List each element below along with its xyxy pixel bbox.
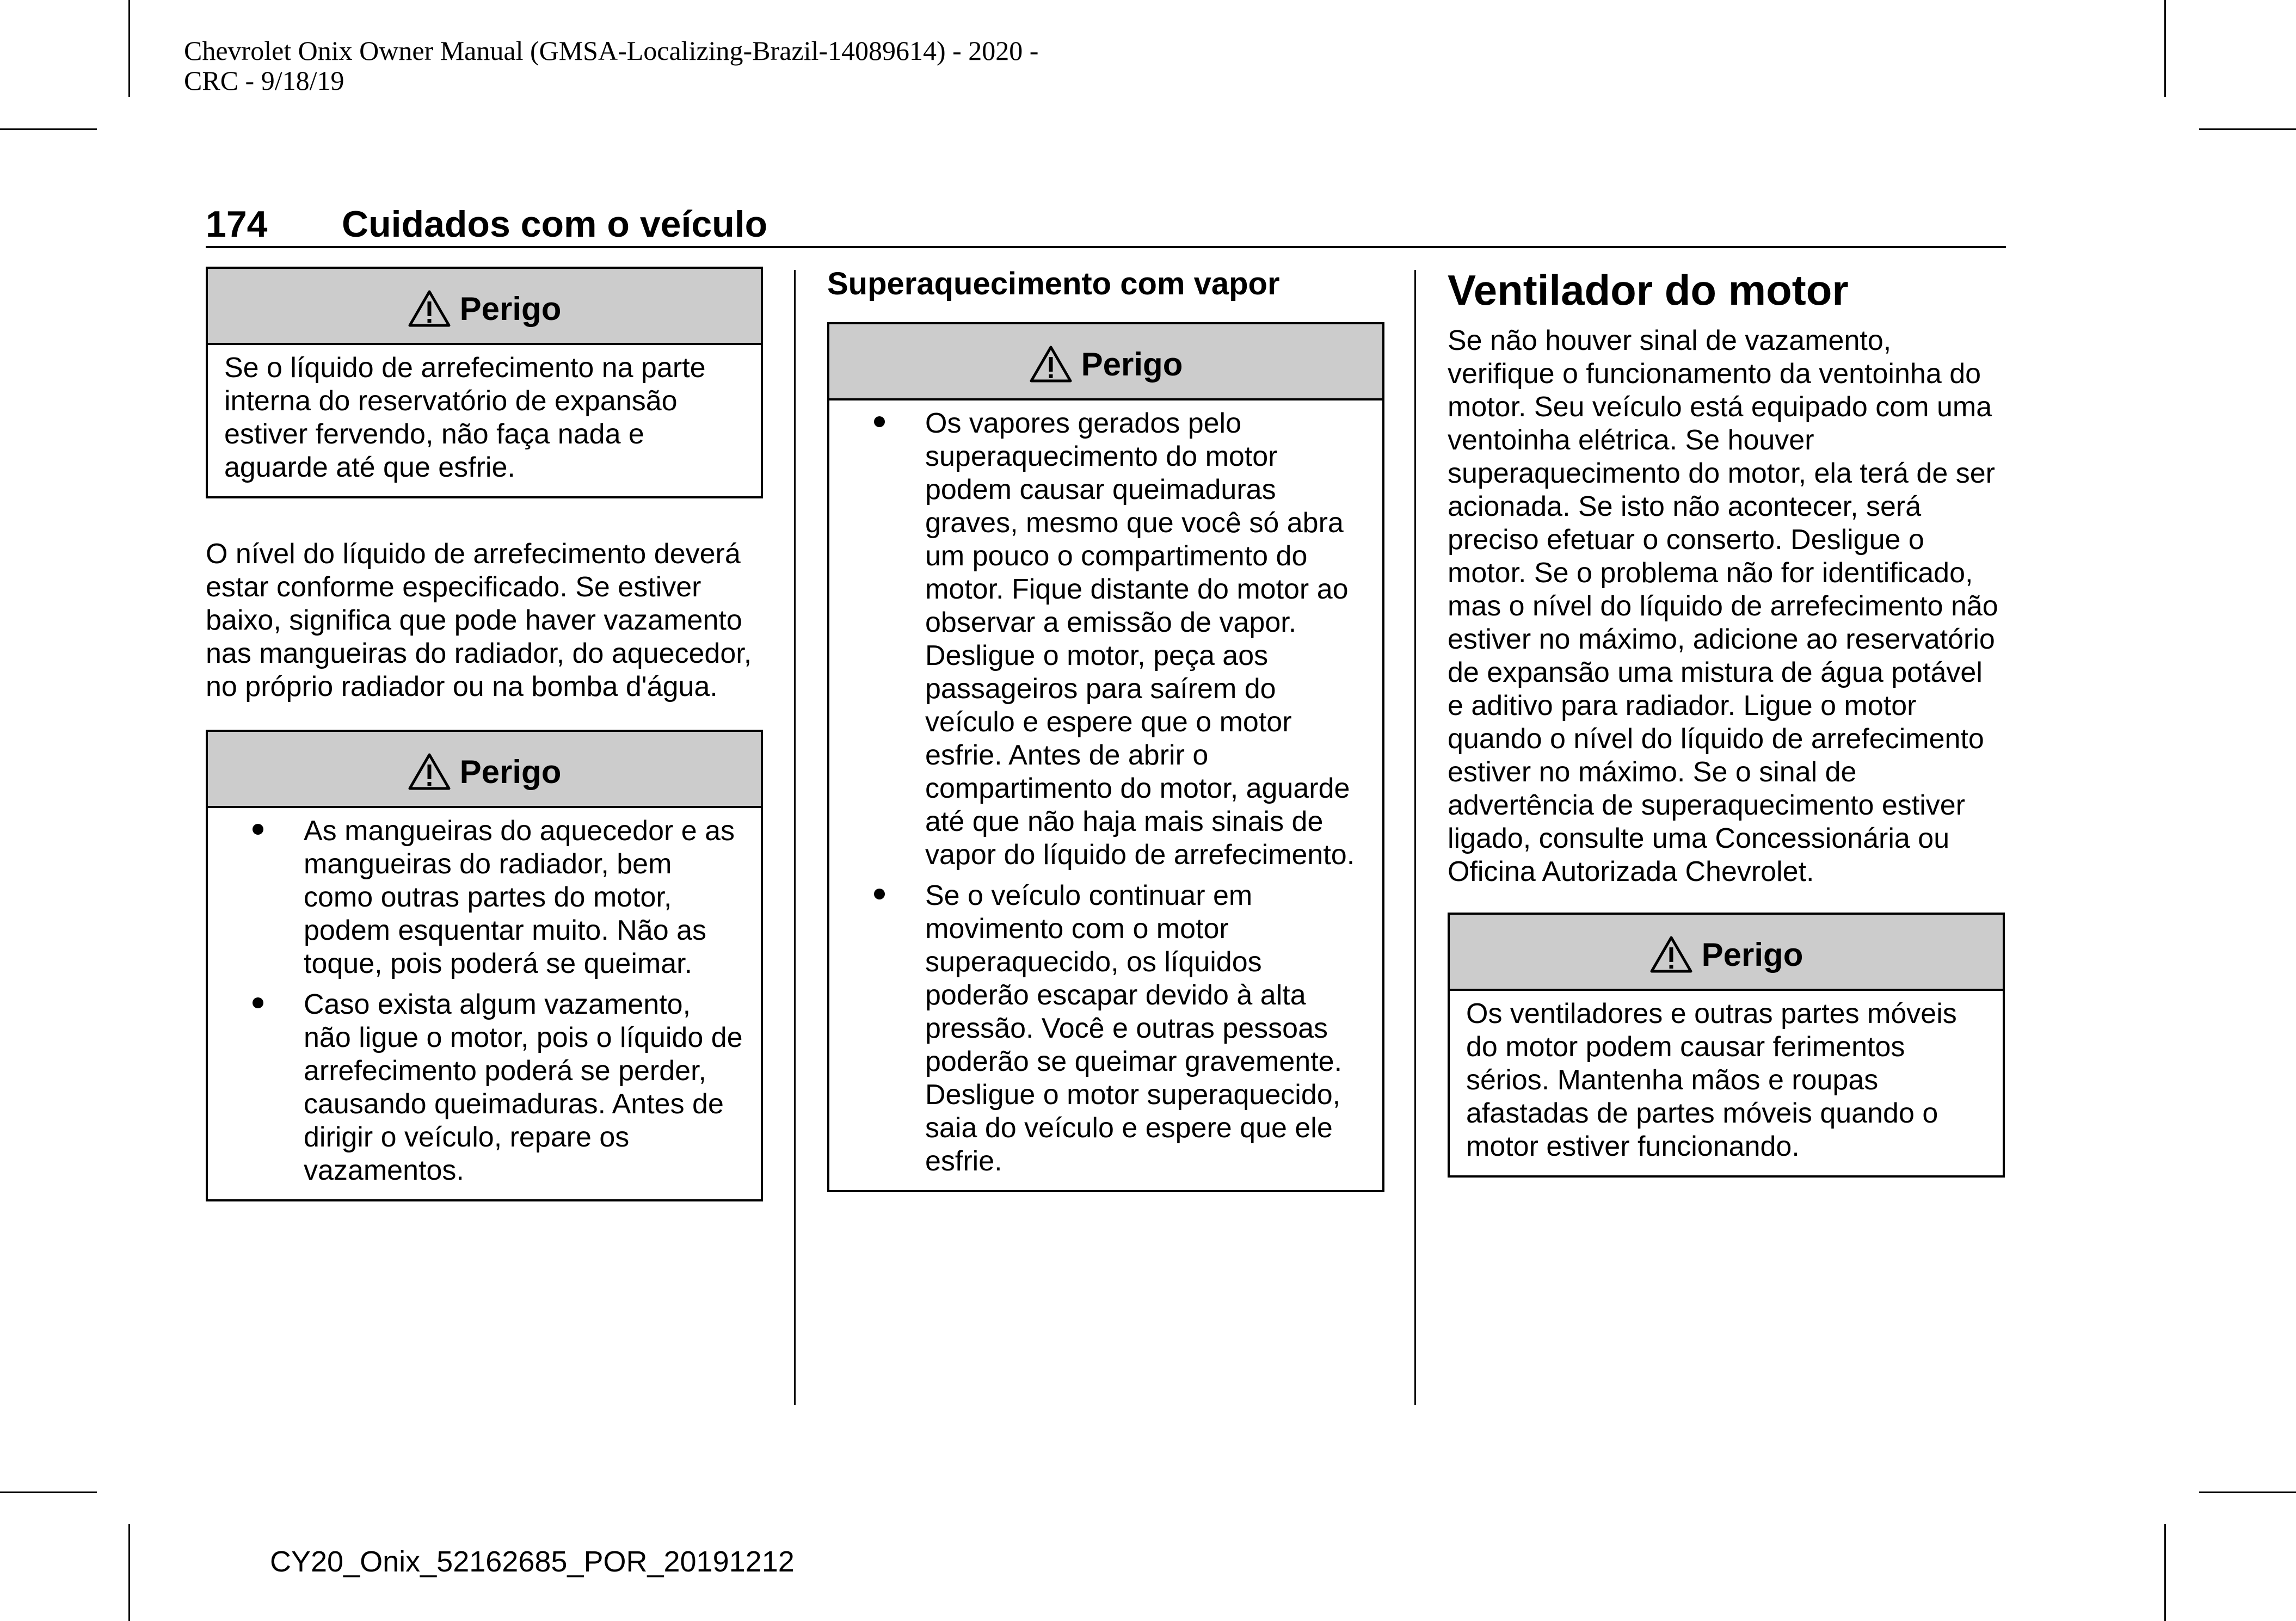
crop-mark bbox=[2164, 0, 2166, 97]
warning-title: Perigo bbox=[459, 753, 562, 790]
warning-body bbox=[829, 400, 1382, 1190]
warning-header bbox=[208, 269, 761, 345]
section-heading: Ventilador do motor bbox=[1448, 266, 1849, 314]
warning-box bbox=[827, 322, 1384, 1192]
warning-box bbox=[206, 267, 763, 498]
list-item-text: Caso exista algum vazamento, não ligue o motor, pois o líquido de arrefecimento poderá se perder, causando queimaduras. Antes de dirigir o veículo, repare os vazamentos. bbox=[304, 989, 743, 1186]
column-1 bbox=[206, 267, 763, 1201]
document-footer-code: CY20_Onix_52162685_POR_20191212 bbox=[270, 1545, 795, 1578]
warning-bullet-list bbox=[846, 407, 1366, 1178]
warning-triangle-icon bbox=[1029, 345, 1073, 383]
document-header bbox=[184, 36, 1218, 96]
column-3 bbox=[1448, 267, 2005, 1178]
warning-box bbox=[206, 730, 763, 1201]
warning-body bbox=[208, 808, 761, 1199]
subheading: Superaquecimento com vapor bbox=[827, 266, 1280, 301]
warning-triangle-icon bbox=[408, 753, 451, 791]
warning-header bbox=[1450, 915, 2003, 991]
list-item-text: Se o veículo continuar em movimento com o motor superaquecido, os líquidos poderão escapar devido à alta pressão. Você e outras pessoas poderão se queimar gravemente. Desligue o motor superaquecido, saia do veículo e espere que ele esfrie. bbox=[925, 880, 1343, 1177]
list-item bbox=[846, 879, 1366, 1178]
column-divider bbox=[1414, 270, 1416, 1405]
list-item bbox=[224, 815, 744, 981]
crop-mark bbox=[2199, 1491, 2296, 1493]
crop-mark bbox=[0, 1491, 97, 1493]
coolant-level-paragraph: O nível do líquido de arrefecimento deverá estar conforme especificado. Se estiver baixo, significa que pode haver vazamento nas mangueiras do radiador, do aquecedor, no próprio radiador ou na bomba d'água. bbox=[206, 538, 752, 702]
crop-mark bbox=[0, 128, 97, 130]
section-title: Cuidados com o veículo bbox=[342, 204, 768, 245]
page-number: 174 bbox=[206, 204, 268, 245]
column-divider bbox=[794, 270, 796, 1405]
page-heading bbox=[206, 202, 2006, 248]
warning-body bbox=[208, 345, 761, 496]
list-item bbox=[846, 407, 1366, 872]
document-header-line2: CRC - 9/18/19 bbox=[184, 65, 344, 96]
warning-box bbox=[1448, 913, 2005, 1178]
crop-mark bbox=[2199, 128, 2296, 130]
list-item-text: As mangueiras do aquecedor e as mangueiras do radiador, bem como outras partes do motor, podem esquentar muito. Não as toque, pois poderá se queimar. bbox=[304, 815, 735, 979]
warning-header bbox=[829, 324, 1382, 400]
warning-bullet-list bbox=[224, 815, 744, 1187]
engine-fan-paragraph: Se não houver sinal de vazamento, verifique o funcionamento da ventoinha do motor. Seu veículo está equipado com uma ventoinha elétrica. Se houver superaquecimento do motor, ela terá de ser acionada. Se isto não acontecer, será preciso efetuar o conserto. Desligue o motor. Se o problema não for identificado, mas o nível do líquido de arrefecimento não estiver no máximo, adicione ao reservatório de expansão uma mistura de água potável e aditivo para radiador. Ligue o motor quando o nível do líquido de arrefecimento estiver no máximo. Se o sinal de advertência de superaquecimento estiver ligado, consulte uma Concessionária ou Oficina Autorizada Chevrolet. bbox=[1448, 325, 1998, 887]
crop-mark bbox=[128, 0, 130, 97]
bullet-dot-icon bbox=[874, 416, 885, 427]
warning-triangle-icon bbox=[1649, 935, 1693, 973]
warning-body bbox=[1450, 991, 2003, 1175]
bullet-dot-icon bbox=[874, 889, 885, 899]
column-2 bbox=[827, 267, 1384, 1192]
warning-title: Perigo bbox=[1081, 346, 1183, 383]
warning-title: Perigo bbox=[1701, 936, 1803, 973]
list-item bbox=[224, 988, 744, 1187]
crop-mark bbox=[2164, 1524, 2166, 1621]
warning-header bbox=[208, 732, 761, 808]
bullet-dot-icon bbox=[253, 997, 263, 1008]
list-item-text: Os vapores gerados pelo superaquecimento do motor podem causar queimaduras graves, mesmo que você só abra um pouco o compartimento do motor. Fique distante do motor ao observar a emissão de vapor. Desligue o motor, peça aos passageiros para saírem do veículo e espere que o motor esfrie. Antes de abrir o compartimento do motor, aguarde até que não haja mais sinais de vapor do líquido de arrefecimento. bbox=[925, 408, 1355, 871]
warning-text: Os ventiladores e outras partes móveis do motor podem causar ferimentos sérios. Mantenha mãos e roupas afastadas de partes móveis quando o motor estiver funcionando. bbox=[1466, 998, 1957, 1162]
document-header-line1: Chevrolet Onix Owner Manual (GMSA-Localizing-Brazil-14089614) - 2020 - bbox=[184, 35, 1039, 66]
crop-mark bbox=[128, 1524, 130, 1621]
warning-title: Perigo bbox=[459, 290, 562, 327]
warning-triangle-icon bbox=[408, 289, 451, 328]
bullet-dot-icon bbox=[253, 824, 263, 835]
warning-text: Se o líquido de arrefecimento na parte interna do reservatório de expansão estiver fervendo, não faça nada e aguarde até que esfrie. bbox=[224, 352, 706, 483]
